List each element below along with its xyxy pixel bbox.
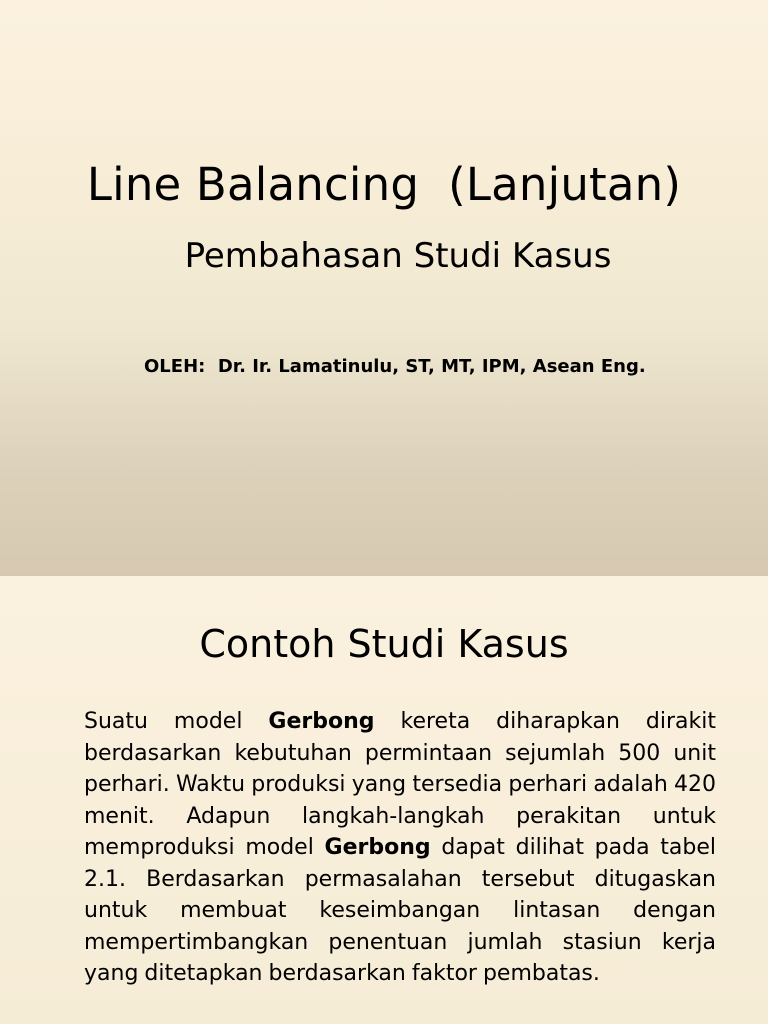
- case-study-heading: Contoh Studi Kasus: [199, 622, 569, 666]
- paragraph-text-2: kereta diharapkan dirakit berdasarkan kebutuhan permintaan sejumlah 500 unit perhari. Waktu produksi yang tersedia perhari adalah 420 menit. Adapun langkah-langkah perakitan untuk memproduksi model: [84, 709, 717, 860]
- slide-title-heading: Line Balancing (Lanjutan): [86, 158, 682, 211]
- case-study-paragraph: [84, 706, 716, 990]
- paragraph-text-3: dapat dilihat pada tabel 2.1. Berdasarkan permasalahan tersebut ditugaskan untuk membuat keseimbangan lintasan dengan mempertimbangkan penentuan jumlah stasiun kerja yang ditetapkan berdasarkan faktor pembatas.: [84, 835, 716, 986]
- slide-subtitle: Pembahasan Studi Kasus: [184, 236, 612, 276]
- paragraph-bold-gerbong-1: Gerbong: [268, 709, 375, 734]
- paragraph-text-1: Suatu model: [84, 709, 269, 734]
- paragraph-bold-gerbong-2: Gerbong: [324, 835, 431, 860]
- slide-case-study: [0, 576, 768, 1024]
- author-line: OLEH: Dr. Ir. Lamatinulu, ST, MT, IPM, Asean Eng.: [144, 356, 646, 377]
